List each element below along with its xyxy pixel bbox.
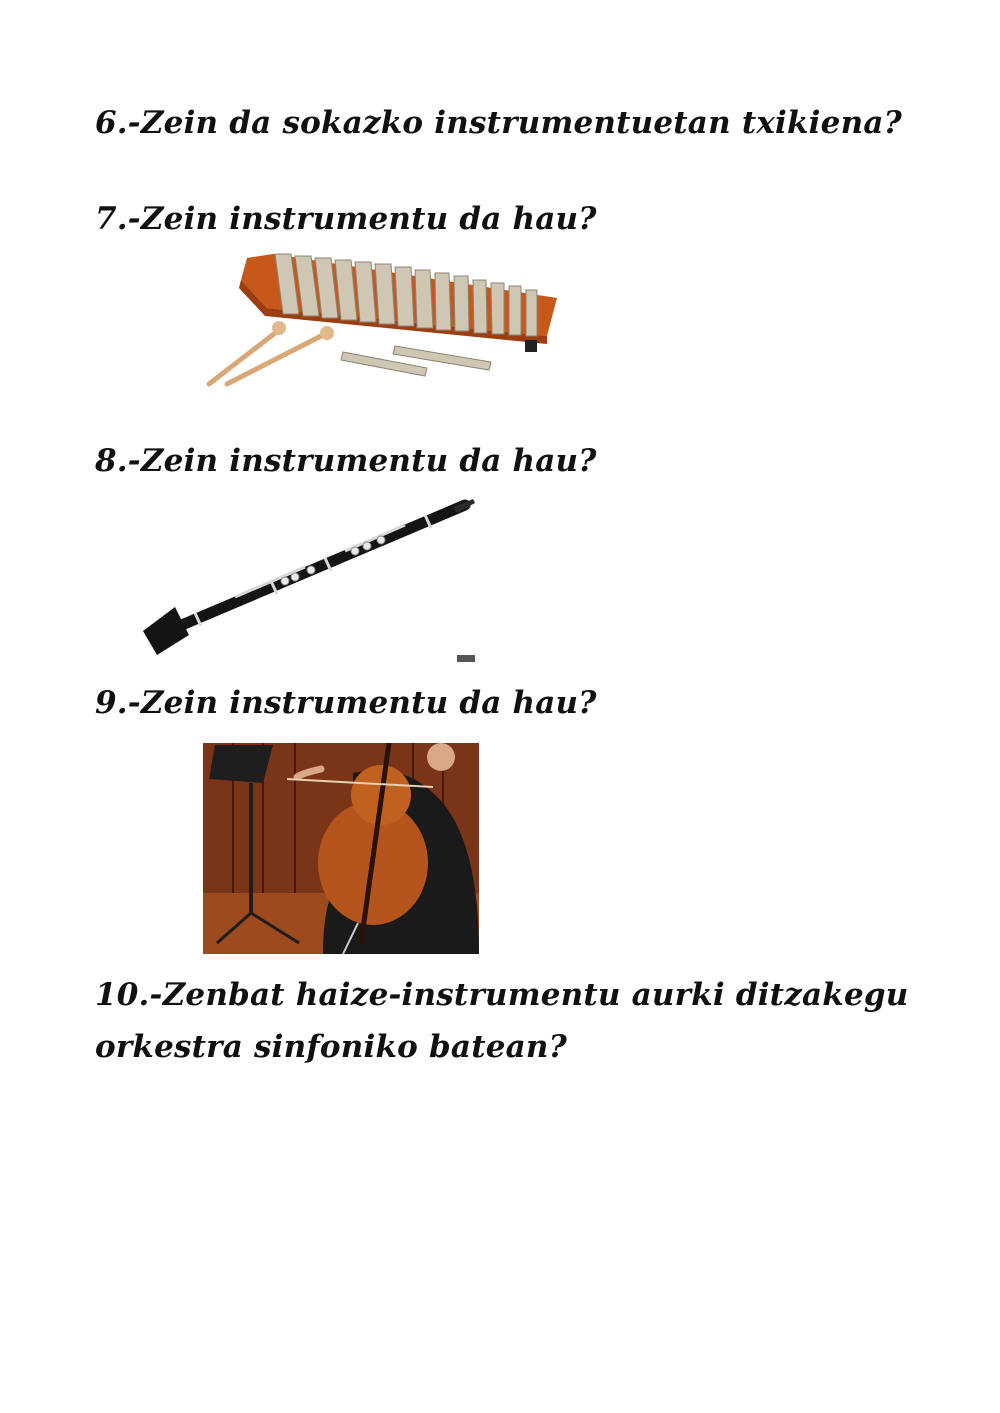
- music-stand: [209, 745, 273, 783]
- question-8: 8.-Zein instrumentu da hau?: [95, 443, 597, 479]
- question-10-line-1: 10.-Zenbat haize-instrumentu aurki ditzakegu: [95, 977, 909, 1013]
- watermark-mark: [457, 655, 475, 662]
- question-9: 9.-Zein instrumentu da hau?: [95, 685, 597, 721]
- cello-player-photo: [203, 743, 479, 954]
- xylophone-foot: [525, 340, 537, 352]
- clarinet-illustration: [135, 495, 480, 670]
- xylophone-illustration: [195, 240, 565, 390]
- clarinet-bell: [143, 607, 189, 655]
- player-hand: [427, 743, 455, 771]
- question-7: 7.-Zein instrumentu da hau?: [95, 201, 597, 237]
- mallet-right-head: [320, 326, 334, 340]
- mallet-left-head: [272, 321, 286, 335]
- question-10-line-2: orkestra sinfoniko batean?: [95, 1029, 568, 1065]
- question-6: 6.-Zein da sokazko instrumentuetan txikiena?: [95, 105, 902, 141]
